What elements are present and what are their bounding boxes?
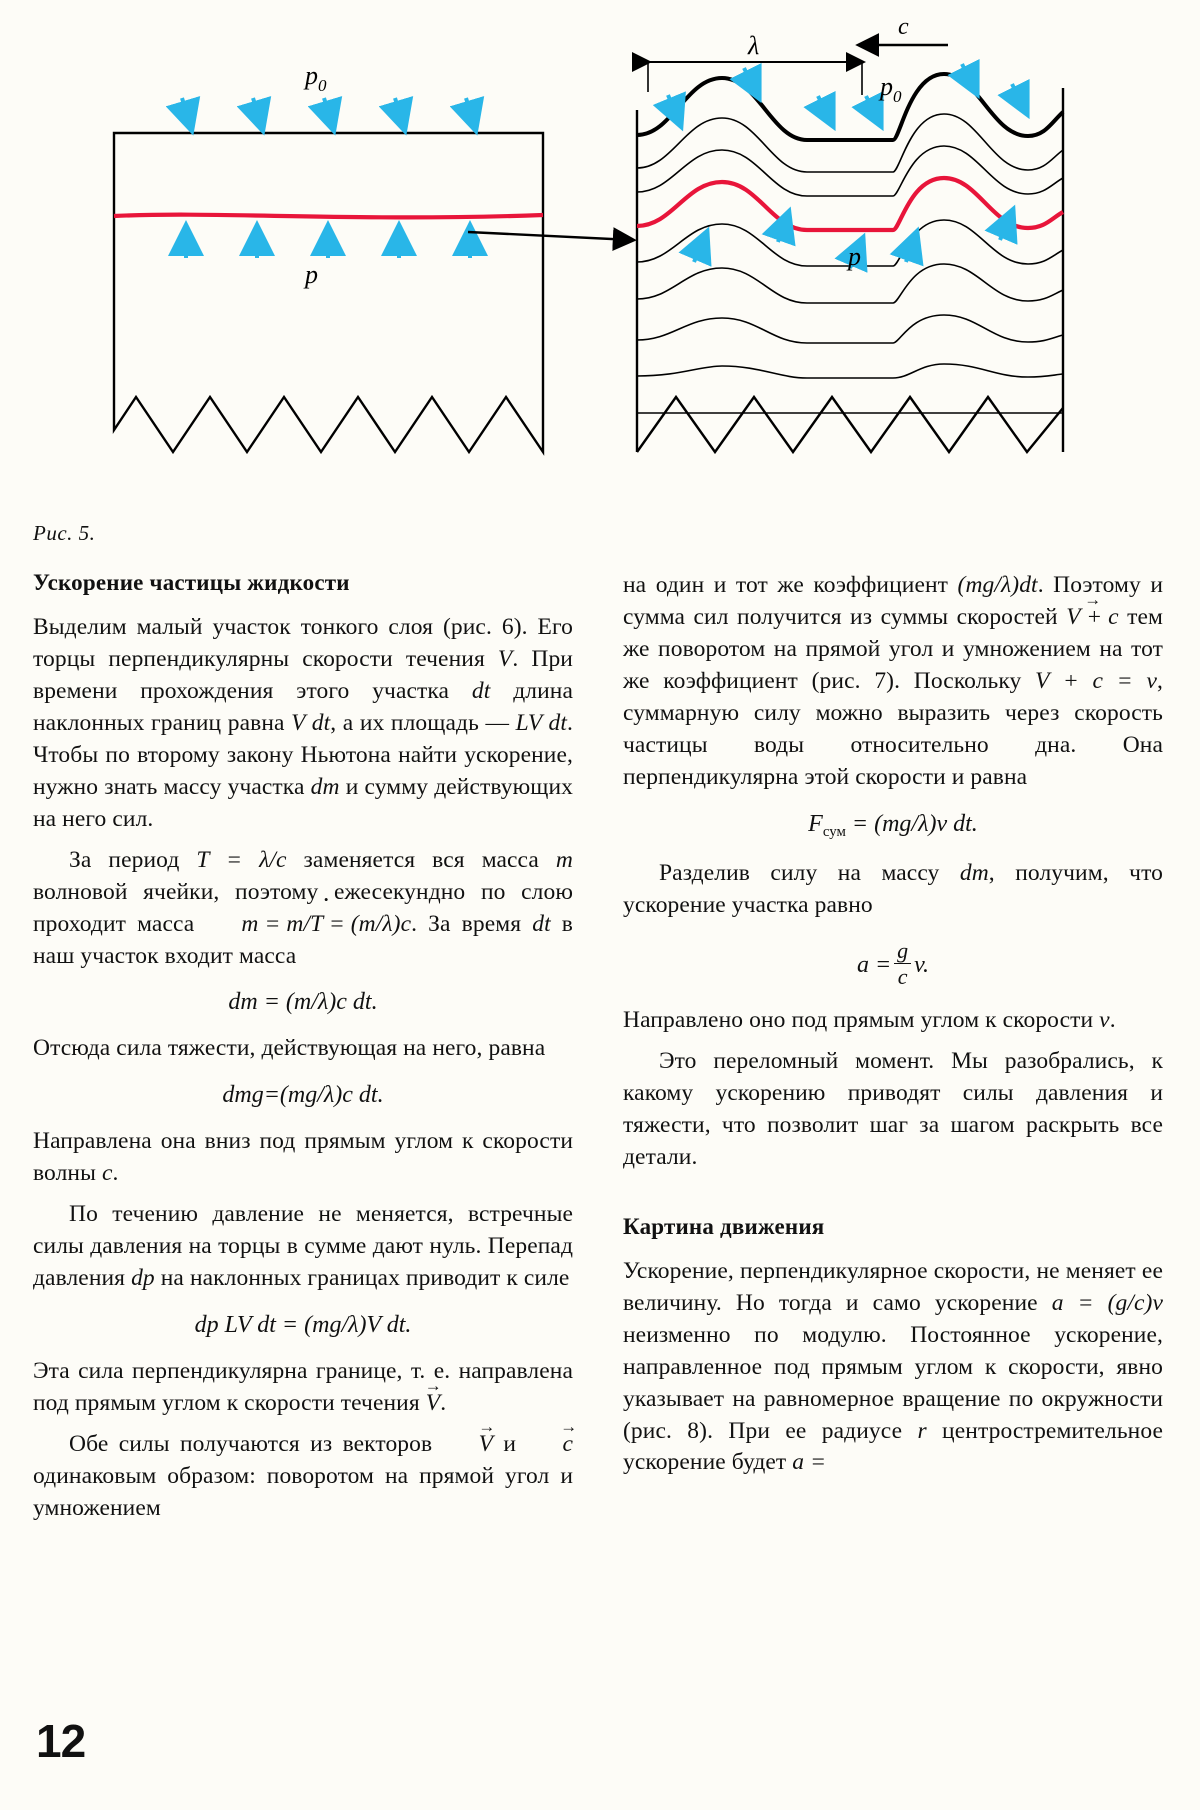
- paragraph-5: По течению давление не меняется, встречные силы давления на торцы в сумме дают нуль. Перепад давления dp на наклонных границах приводит к силе: [33, 1201, 573, 1292]
- text-columns: [33, 570, 1163, 1720]
- equation-dm: dm = (m/λ)c dt.: [228, 989, 378, 1016]
- connector-arrow: [468, 232, 632, 240]
- left-layer-diagram: [114, 61, 543, 452]
- paragraph-3: Отсюда сила тяжести, действующая на него, равна: [33, 1035, 546, 1062]
- equation-F-sum: $F_{сум} = (mg/\lambda)v$ dt.: [808, 810, 978, 840]
- right-wave-diagram: [637, 14, 1063, 452]
- equation-dpLV: dp LV dt = (mg/λ)V dt.: [194, 1312, 412, 1339]
- label-p-left: p: [305, 260, 318, 289]
- left-column: [33, 570, 573, 1525]
- equation-a-gc: a = $\frac{g}{c}$ v.: [856, 937, 930, 989]
- label-c: c: [898, 14, 909, 40]
- paragraph-4: Направлена она вниз под прямым углом к скорости волны c.: [33, 1128, 573, 1187]
- figure-caption: Рис. 5.: [33, 521, 96, 545]
- paragraph-7: Обе силы получаются из векторов V → и c → одинаковым образом: поворотом на прямой угол и умножением: [33, 1429, 573, 1525]
- label-lambda: λ: [748, 31, 760, 60]
- label-p0-left: $p_0$: [305, 61, 327, 95]
- paragraph-r5: Ускорение, перпендикулярное скорости, не меняет ее величину. Но тогда и само ускорение a = (g/c)v неизменно по модулю. Постоянное ускорение, направленное под прямым углом к скорости, явно указывает на равномерное вращение по окружности (рис. 8). При ее радиусе r центростремительное ускорение будет a =: [623, 1257, 1163, 1476]
- label-p-right: p: [848, 242, 861, 271]
- equation-dmg: dmg=(mg/λ)c dt.: [222, 1082, 384, 1109]
- paragraph-6: Эта сила перпендикулярна границе, т. е. направлена под прямым углом к скорости течения V →.: [33, 1356, 573, 1420]
- section-heading-acceleration: Ускорение частицы жидкости: [33, 570, 350, 595]
- paragraph-2: За период T = λ/c заменяется вся масса m волновой ячейки, поэтому ежесекундно по слою проходит масса m = m/T = (m/λ)c ·. За время dt в наш участок входит масса: [33, 845, 573, 973]
- paragraph-r3: Направлено оно под прямым углом к скорости v.: [623, 1006, 1116, 1033]
- label-p0-right: $p_0$: [880, 72, 902, 106]
- page-number: 12: [36, 1715, 86, 1767]
- paragraph-r2: Разделив силу на массу dm, получим, что ускорение участка равно: [623, 859, 1163, 918]
- section-heading-motion-picture: Картина движения: [623, 1213, 825, 1239]
- paragraph-r1: на один и тот же коэффициент (mg/λ)dt. Поэтому и сумма сил получится из суммы скоростей V + c → тем же поворотом на прямой угол и умножением на тот же коэффициент (рис. 7). Поскольку V + c = v, суммарную силу можно выразить через скорость частицы воды относительно дна. Она перпендикулярна этой скорости и равна: [623, 570, 1163, 794]
- right-column: [623, 570, 1163, 1479]
- paragraph-r4: Это переломный момент. Мы разобрались, к какому ускорению приводят силы давления и тяжести, что позволит шаг за шагом раскрыть все детали.: [623, 1047, 1163, 1170]
- paragraph-1: Выделим малый участок тонкого слоя (рис. 6). Его торцы перпендикулярны скорости течения V. При времени прохождения этого участка dt длина наклонных границ равна V dt, а их площадь — LV dt. Чтобы по второму закону Ньютона найти ускорение, нужно знать массу участка dm и сумму действующих на него сил.: [33, 614, 573, 832]
- figure-5: [0, 0, 1200, 520]
